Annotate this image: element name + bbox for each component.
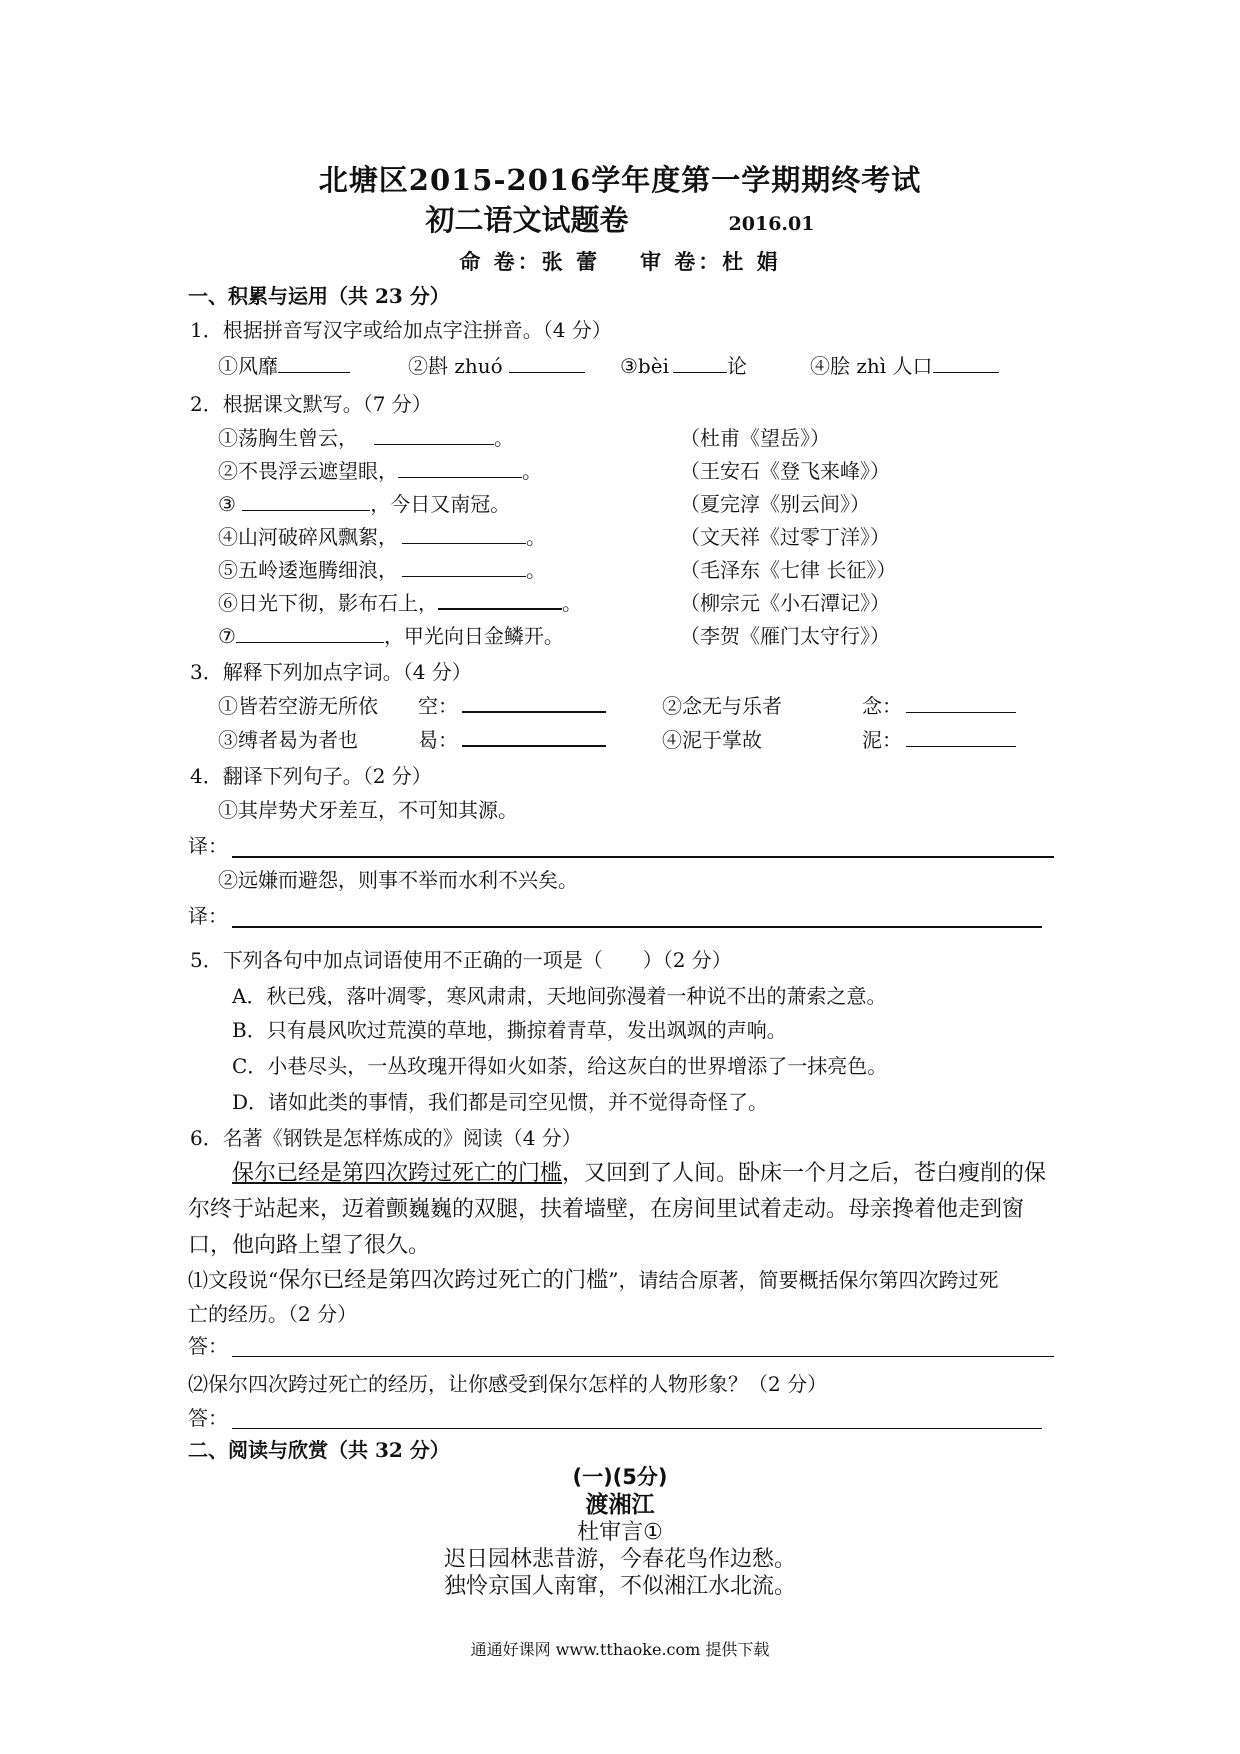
q3-prompt: 3．解释下列加点字词。（4 分） <box>190 660 472 684</box>
q2-source-1: （杜甫《望岳》） <box>680 426 830 450</box>
q6-passage <box>188 1156 1058 1264</box>
poem-author: 杜审言① <box>577 1520 663 1545</box>
q4-answer-label-2: 译： <box>188 904 228 928</box>
q2-blank-1[interactable] <box>374 426 494 445</box>
q3-word-2 <box>862 692 1016 720</box>
q2-line-6 <box>218 589 582 617</box>
q5-option-b: B．只有晨风吹过荒漠的草地，撕掠着青草，发出飒飒的声响。 <box>232 1018 787 1042</box>
poem-title: 渡湘江 <box>585 1492 655 1518</box>
q1-item-1-text: ①风靡 <box>218 354 278 378</box>
poem-line-1: 迟日园林悲昔游，今春花鸟作边愁。 <box>443 1547 796 1572</box>
q1-item-3 <box>620 352 747 380</box>
q2-line-3 <box>218 490 510 518</box>
q1-blank-3[interactable] <box>673 354 727 373</box>
exam-title: 北塘区2015-2016学年度第一学期期终考试 <box>318 163 922 197</box>
q3-sentence-4: ④泥于掌故 <box>662 728 762 752</box>
q3-word-3-label: 曷： <box>418 728 458 752</box>
q3-word-2-label: 念： <box>862 694 902 718</box>
subtitle-text: 初二语文试题卷 <box>425 203 629 237</box>
q2-line-5 <box>218 556 546 584</box>
q1-prompt: 1．根据拼音写汉字或给加点字注拼音。（4 分） <box>190 318 612 342</box>
q3-word-1 <box>418 692 606 720</box>
q3-sentence-3: ③缚者曷为者也 <box>218 728 358 752</box>
q3-word-3 <box>418 726 606 754</box>
q1-item-3-text: ③bèi <box>620 354 669 378</box>
q3-word-4 <box>862 726 1016 754</box>
q2-blank-4[interactable] <box>402 525 526 544</box>
reviewer: 审 卷：杜 娟 <box>640 249 781 274</box>
q2-line-1 <box>218 424 514 452</box>
q2-line-3-before: ③ <box>218 492 243 516</box>
q2-line-4-before: ④山河破碎风飘絮， <box>218 525 398 549</box>
q1-item-2-text: ②斟 zhuó <box>408 354 503 378</box>
q2-line-4-after: 。 <box>526 525 546 549</box>
poem-line-2: 独怜京国人南窜，不似湘江水北流。 <box>443 1574 796 1599</box>
q3-blank-4[interactable] <box>906 728 1016 747</box>
q2-line-5-after: 。 <box>526 558 546 582</box>
q4-prompt: 4．翻译下列句子。（2 分） <box>190 764 432 788</box>
exam-date: 2016.01 <box>728 213 815 235</box>
exam-subtitle <box>0 198 1240 239</box>
reading-part-title: (一)(5分) <box>572 1465 668 1489</box>
q1-item-4 <box>810 352 999 380</box>
q2-prompt: 2．根据课文默写。（7 分） <box>190 392 432 416</box>
q2-blank-7[interactable] <box>236 624 384 643</box>
q2-blank-6[interactable] <box>438 590 562 610</box>
author-line <box>0 246 1240 276</box>
q1-blank-4[interactable] <box>933 354 999 373</box>
q3-word-4-label: 泥： <box>862 728 902 752</box>
q6-sub1 <box>188 1266 998 1295</box>
q2-line-2-before: ②不畏浮云遮望眼， <box>218 459 398 483</box>
q2-source-7: （李贺《雁门太守行》） <box>680 624 890 648</box>
q2-line-2-after: 。 <box>522 459 542 483</box>
q2-line-5-before: ⑤五岭逶迤腾细浪， <box>218 558 398 582</box>
q6-passage-underlined: 保尔已经是第四次跨过死亡的门槛 <box>232 1161 563 1186</box>
q1-item-4-text: ④脍 zhì 人口 <box>810 354 933 378</box>
q6-answer-label-1: 答： <box>188 1334 228 1358</box>
q3-blank-1[interactable] <box>462 693 606 713</box>
page-footer: 通通好课网 www.tthaoke.com 提供下载 <box>470 1640 770 1659</box>
q2-line-1-before: ①荡胸生曾云， <box>218 426 358 450</box>
q6-answer-line-2[interactable] <box>232 1428 1042 1429</box>
q2-blank-2[interactable] <box>398 459 522 478</box>
q2-source-2: （王安石《登飞来峰》） <box>680 459 890 483</box>
q4-sentence-1: ①其岸势犬牙差互，不可知其源。 <box>218 798 518 822</box>
author: 命 卷：张 蕾 <box>459 249 600 274</box>
q1-item-3-suffix: 论 <box>726 354 747 378</box>
q5-option-c: C．小巷尽头，一丛玫瑰开得如火如荼，给这灰白的世界增添了一抹亮色。 <box>232 1054 888 1078</box>
q2-blank-5[interactable] <box>402 558 526 577</box>
q6-sub1-cont: 亡的经历。（2 分） <box>188 1302 358 1326</box>
q2-source-3: （夏完淳《别云间》） <box>680 492 870 516</box>
section2-heading: 二、阅读与欣赏（共 32 分） <box>188 1438 450 1462</box>
q2-line-6-before: ⑥日光下彻，影布石上， <box>218 591 438 615</box>
q1-blank-2[interactable] <box>509 354 585 373</box>
q6-passage-rest: ，又回到了人间。卧床一个月之后，苍白瘦削的保尔终于站起来，迈着颤巍巍的双腿，扶着墙壁，在房间里试着走动。母亲搀着他走到窗口，他向路上望了很久。 <box>188 1161 1047 1258</box>
q3-blank-3[interactable] <box>462 727 606 747</box>
q4-answer-line-1[interactable] <box>232 856 1054 858</box>
q5-prompt: 5．下列各句中加点词语使用不正确的一项是（ ）（2 分） <box>190 948 732 972</box>
q5-option-a: A．秋已残，落叶凋零，寒风肃肃，天地间弥漫着一种说不出的萧索之意。 <box>232 984 887 1008</box>
q2-source-4: （文天祥《过零丁洋》） <box>680 525 890 549</box>
q6-prompt: 6．名著《钢铁是怎样炼成的》阅读（4 分） <box>190 1126 582 1150</box>
q1-blank-1[interactable] <box>278 354 350 373</box>
q6-answer-line-1[interactable] <box>232 1356 1054 1357</box>
q2-line-7-before: ⑦ <box>218 624 236 648</box>
q1-item-2 <box>408 352 585 380</box>
q2-line-7-after: ，甲光向日金鳞开。 <box>383 624 564 648</box>
q3-sentence-1: ①皆若空游无所依 <box>218 694 378 718</box>
section1-heading: 一、积累与运用（共 23 分） <box>188 284 450 308</box>
q6-sub1-b: ”，请结合原著，简要概括保尔第四次跨过死 <box>608 1268 999 1292</box>
q3-blank-2[interactable] <box>906 694 1016 713</box>
q2-source-5: （毛泽东《七律 长征》） <box>680 558 897 582</box>
q5-option-d: D．诸如此类的事情，我们都是司空见惯，并不觉得奇怪了。 <box>232 1090 769 1114</box>
q2-line-6-after: 。 <box>562 591 582 615</box>
q2-blank-3[interactable] <box>242 492 370 511</box>
q2-line-4 <box>218 523 546 551</box>
q2-line-2 <box>218 457 542 485</box>
q3-word-1-label: 空： <box>418 694 458 718</box>
q4-answer-line-2[interactable] <box>232 926 1042 928</box>
q2-source-6: （柳宗元《小石潭记》） <box>680 591 890 615</box>
q4-sentence-2: ②远嫌而避怨，则事不举而水利不兴矣。 <box>218 868 578 892</box>
q1-item-1 <box>218 352 350 380</box>
q2-line-7 <box>218 622 564 650</box>
q2-line-3-after: ，今日又南冠。 <box>370 492 511 516</box>
q6-answer-label-2: 答： <box>188 1406 228 1430</box>
q6-sub2: ⑵保尔四次跨过死亡的经历，让你感受到保尔怎样的人物形象？（2 分） <box>188 1372 828 1396</box>
q2-line-1-after: 。 <box>494 426 514 450</box>
q6-sub1-quote: 保尔已经是第四次跨过死亡的门槛 <box>278 1268 609 1293</box>
q4-answer-label-1: 译： <box>188 834 228 858</box>
q3-sentence-2: ②念无与乐者 <box>662 694 782 718</box>
q6-sub1-a: ⑴文段说“ <box>188 1268 279 1292</box>
